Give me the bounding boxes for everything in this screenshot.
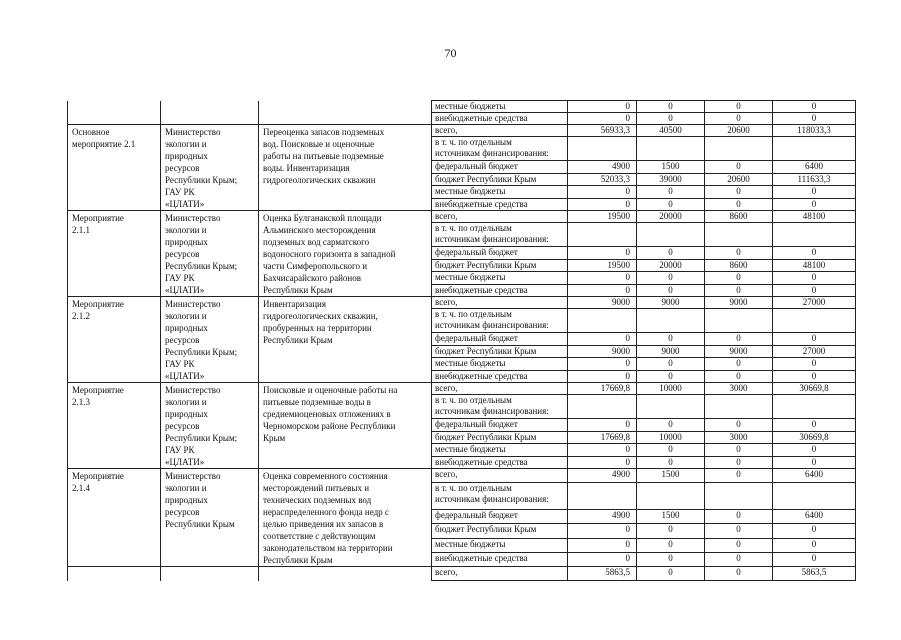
- amount-cell: 9000: [568, 297, 637, 309]
- funding-source: в т. ч. по отдельным источникам финансирования:: [432, 223, 568, 247]
- empty-cell: [259, 101, 432, 113]
- amount-cell: 0: [773, 284, 856, 296]
- amount-cell: 0: [637, 419, 705, 431]
- funding-source: местные бюджеты: [432, 186, 568, 198]
- amount-cell: 0: [705, 161, 773, 173]
- amount-cell: [637, 309, 705, 333]
- amount-cell: 6400: [773, 161, 856, 173]
- amount-cell: [637, 395, 705, 419]
- amount-cell: [637, 223, 705, 247]
- funding-source: федеральный бюджет: [432, 161, 568, 173]
- amount-cell: 0: [568, 113, 637, 125]
- amount-cell: [773, 309, 856, 333]
- funding-source: в т. ч. по отдельным источникам финансирования:: [432, 483, 568, 510]
- amount-cell: 39000: [637, 173, 705, 185]
- amount-cell: 0: [705, 113, 773, 125]
- amount-cell: 9000: [637, 297, 705, 309]
- empty-cell: [68, 113, 161, 125]
- amount-cell: 8600: [705, 259, 773, 271]
- amount-cell: [773, 395, 856, 419]
- amount-cell: 1500: [637, 161, 705, 173]
- amount-cell: 0: [568, 552, 637, 566]
- empty-cell: [68, 101, 161, 113]
- amount-cell: 118033,3: [773, 125, 856, 137]
- amount-cell: 27000: [773, 297, 856, 309]
- table-row: [68, 383, 856, 395]
- amount-cell: 0: [637, 370, 705, 382]
- empty-cell: [161, 101, 259, 113]
- amount-cell: 0: [773, 538, 856, 552]
- funding-source: местные бюджеты: [432, 272, 568, 284]
- amount-cell: 40500: [637, 125, 705, 137]
- funding-source: внебюджетные средства: [432, 456, 568, 468]
- amount-cell: [637, 483, 705, 510]
- measure-name: Мероприятие 2.1.3: [68, 383, 161, 469]
- amount-cell: 0: [705, 419, 773, 431]
- amount-cell: 0: [637, 272, 705, 284]
- table-row: [68, 125, 856, 137]
- amount-cell: 0: [773, 419, 856, 431]
- amount-cell: 0: [568, 370, 637, 382]
- amount-cell: 0: [705, 524, 773, 538]
- funding-source: внебюджетные средства: [432, 552, 568, 566]
- table-row: [68, 113, 856, 125]
- amount-cell: 0: [705, 358, 773, 370]
- amount-cell: 0: [637, 444, 705, 456]
- amount-cell: 0: [637, 538, 705, 552]
- amount-cell: 0: [705, 510, 773, 524]
- amount-cell: [773, 223, 856, 247]
- amount-cell: 0: [568, 419, 637, 431]
- funding-source: в т. ч. по отдельным источникам финансирования:: [432, 309, 568, 333]
- measure-description: Переоценка запасов подземных вод. Поисковые и оценочные работы на питьевые подземные воды. Инвентаризация гидрогеологических скважин: [259, 125, 432, 211]
- amount-cell: 9000: [568, 345, 637, 357]
- empty-cell: [68, 567, 161, 581]
- measure-description: Оценка Булганакской площади Альминского месторождения подземных вод сарматского водоносного горизонта в западной части Симферопольского и Бахчисарайского районов Республики Крым: [259, 211, 432, 297]
- empty-cell: [161, 567, 259, 581]
- page-number: 70: [444, 46, 457, 60]
- amount-cell: 0: [705, 469, 773, 483]
- funding-source: бюджет Республики Крым: [432, 524, 568, 538]
- amount-cell: 0: [705, 538, 773, 552]
- amount-cell: 0: [637, 198, 705, 210]
- funding-source: внебюджетные средства: [432, 284, 568, 296]
- amount-cell: 0: [705, 284, 773, 296]
- amount-cell: 111633,3: [773, 173, 856, 185]
- amount-cell: 0: [568, 101, 637, 113]
- amount-cell: 30669,8: [773, 431, 856, 443]
- amount-cell: [568, 395, 637, 419]
- amount-cell: 48100: [773, 259, 856, 271]
- amount-cell: 0: [637, 186, 705, 198]
- measure-description: Поисковые и оценочные работы на питьевые подземные воды в среднемиоценовых отложениях в Черноморском районе Республики Крым: [259, 383, 432, 469]
- amount-cell: 20600: [705, 173, 773, 185]
- amount-cell: 27000: [773, 345, 856, 357]
- amount-cell: 4900: [568, 161, 637, 173]
- empty-cell: [161, 113, 259, 125]
- empty-cell: [259, 567, 432, 581]
- amount-cell: 0: [773, 333, 856, 345]
- funding-source: внебюджетные средства: [432, 198, 568, 210]
- amount-cell: 1500: [637, 469, 705, 483]
- amount-cell: 19500: [568, 259, 637, 271]
- amount-cell: 20600: [705, 125, 773, 137]
- amount-cell: 5863,5: [568, 567, 637, 581]
- funding-source: в т. ч. по отдельным источникам финансирования:: [432, 137, 568, 161]
- amount-cell: 0: [705, 444, 773, 456]
- amount-cell: 0: [773, 186, 856, 198]
- amount-cell: 0: [637, 333, 705, 345]
- funding-source: местные бюджеты: [432, 538, 568, 552]
- funding-source: всего,: [432, 297, 568, 309]
- amount-cell: [568, 137, 637, 161]
- amount-cell: 0: [637, 456, 705, 468]
- table-row: [68, 211, 856, 223]
- amount-cell: 0: [568, 456, 637, 468]
- amount-cell: [705, 395, 773, 419]
- amount-cell: 6400: [773, 469, 856, 483]
- amount-cell: [705, 137, 773, 161]
- funding-source: бюджет Республики Крым: [432, 345, 568, 357]
- table-row: [68, 567, 856, 581]
- amount-cell: 0: [773, 113, 856, 125]
- amount-cell: 0: [705, 186, 773, 198]
- amount-cell: [568, 223, 637, 247]
- amount-cell: [705, 309, 773, 333]
- amount-cell: [568, 309, 637, 333]
- amount-cell: 0: [773, 456, 856, 468]
- measure-name: Мероприятие 2.1.1: [68, 211, 161, 297]
- amount-cell: 0: [568, 358, 637, 370]
- amount-cell: 0: [773, 198, 856, 210]
- funding-source: бюджет Республики Крым: [432, 431, 568, 443]
- funding-source: бюджет Республики Крым: [432, 173, 568, 185]
- amount-cell: 0: [637, 247, 705, 259]
- executor: Министерство экологии и природных ресурсов Республики Крым; ГАУ РК «ЦЛАТИ»: [161, 125, 259, 211]
- amount-cell: 3000: [705, 431, 773, 443]
- funding-source: федеральный бюджет: [432, 419, 568, 431]
- amount-cell: 0: [705, 552, 773, 566]
- amount-cell: 0: [637, 101, 705, 113]
- amount-cell: 1500: [637, 510, 705, 524]
- amount-cell: [637, 137, 705, 161]
- amount-cell: 4900: [568, 469, 637, 483]
- amount-cell: 0: [568, 444, 637, 456]
- amount-cell: 19500: [568, 211, 637, 223]
- amount-cell: 0: [705, 101, 773, 113]
- amount-cell: 0: [637, 113, 705, 125]
- funding-source: всего,: [432, 383, 568, 395]
- amount-cell: 0: [568, 198, 637, 210]
- measure-name: Мероприятие 2.1.2: [68, 297, 161, 383]
- amount-cell: 9000: [705, 297, 773, 309]
- table-row: [68, 469, 856, 483]
- executor: Министерство экологии и природных ресурсов Республики Крым; ГАУ РК «ЦЛАТИ»: [161, 297, 259, 383]
- measure-name: Мероприятие 2.1.4: [68, 469, 161, 567]
- amount-cell: 52033,3: [568, 173, 637, 185]
- funding-source: местные бюджеты: [432, 444, 568, 456]
- amount-cell: 0: [705, 567, 773, 581]
- amount-cell: 20000: [637, 259, 705, 271]
- measure-description: Инвентаризация гидрогеологических скважин, пробуренных на территории Республики Крым: [259, 297, 432, 383]
- funding-table: [67, 100, 856, 581]
- amount-cell: 8600: [705, 211, 773, 223]
- funding-source: всего,: [432, 469, 568, 483]
- empty-cell: [259, 113, 432, 125]
- amount-cell: 3000: [705, 383, 773, 395]
- funding-source: федеральный бюджет: [432, 510, 568, 524]
- amount-cell: 4900: [568, 510, 637, 524]
- amount-cell: 0: [773, 358, 856, 370]
- executor: Министерство экологии и природных ресурсов Республики Крым; ГАУ РК «ЦЛАТИ»: [161, 383, 259, 469]
- amount-cell: 9000: [705, 345, 773, 357]
- measure-description: Оценка современного состояния месторождений питьевых и технических подземных вод нераспределенного фонда недр с целью приведения их запасов в соответствие с действующим законодательством на территории Республики Крым: [259, 469, 432, 567]
- amount-cell: 0: [637, 284, 705, 296]
- executor: Министерство экологии и природных ресурсов Республики Крым: [161, 469, 259, 567]
- amount-cell: 0: [773, 552, 856, 566]
- amount-cell: 0: [568, 524, 637, 538]
- funding-source: местные бюджеты: [432, 101, 568, 113]
- table-row: [68, 101, 856, 113]
- amount-cell: 17669,8: [568, 383, 637, 395]
- funding-source: в т. ч. по отдельным источникам финансирования:: [432, 395, 568, 419]
- amount-cell: 30669,8: [773, 383, 856, 395]
- amount-cell: 0: [705, 333, 773, 345]
- amount-cell: 0: [568, 284, 637, 296]
- amount-cell: 0: [773, 444, 856, 456]
- funding-source: всего,: [432, 211, 568, 223]
- amount-cell: 9000: [637, 345, 705, 357]
- amount-cell: 0: [568, 272, 637, 284]
- amount-cell: 0: [637, 552, 705, 566]
- funding-source: федеральный бюджет: [432, 247, 568, 259]
- amount-cell: 48100: [773, 211, 856, 223]
- amount-cell: 0: [773, 101, 856, 113]
- amount-cell: 17669,8: [568, 431, 637, 443]
- funding-source: местные бюджеты: [432, 358, 568, 370]
- amount-cell: 0: [568, 333, 637, 345]
- funding-source: всего,: [432, 125, 568, 137]
- funding-source: внебюджетные средства: [432, 113, 568, 125]
- table-row: [68, 297, 856, 309]
- executor: Министерство экологии и природных ресурсов Республики Крым; ГАУ РК «ЦЛАТИ»: [161, 211, 259, 297]
- amount-cell: 0: [773, 272, 856, 284]
- measure-name: Основное мероприятие 2.1: [68, 125, 161, 211]
- amount-cell: 10000: [637, 431, 705, 443]
- amount-cell: 56933,3: [568, 125, 637, 137]
- amount-cell: 0: [705, 272, 773, 284]
- amount-cell: 0: [773, 370, 856, 382]
- funding-source: бюджет Республики Крым: [432, 259, 568, 271]
- amount-cell: [773, 137, 856, 161]
- funding-source: всего,: [432, 567, 568, 581]
- amount-cell: 0: [568, 186, 637, 198]
- amount-cell: 0: [637, 524, 705, 538]
- funding-source: федеральный бюджет: [432, 333, 568, 345]
- amount-cell: 5863,5: [773, 567, 856, 581]
- amount-cell: 0: [568, 247, 637, 259]
- amount-cell: 0: [705, 247, 773, 259]
- amount-cell: 0: [773, 247, 856, 259]
- amount-cell: 0: [705, 370, 773, 382]
- amount-cell: [705, 223, 773, 247]
- amount-cell: [568, 483, 637, 510]
- amount-cell: 0: [773, 524, 856, 538]
- amount-cell: 0: [705, 198, 773, 210]
- funding-source: внебюджетные средства: [432, 370, 568, 382]
- amount-cell: [705, 483, 773, 510]
- amount-cell: [773, 483, 856, 510]
- amount-cell: 20000: [637, 211, 705, 223]
- amount-cell: 6400: [773, 510, 856, 524]
- amount-cell: 0: [705, 456, 773, 468]
- amount-cell: 0: [637, 358, 705, 370]
- amount-cell: 0: [637, 567, 705, 581]
- amount-cell: 10000: [637, 383, 705, 395]
- amount-cell: 0: [568, 538, 637, 552]
